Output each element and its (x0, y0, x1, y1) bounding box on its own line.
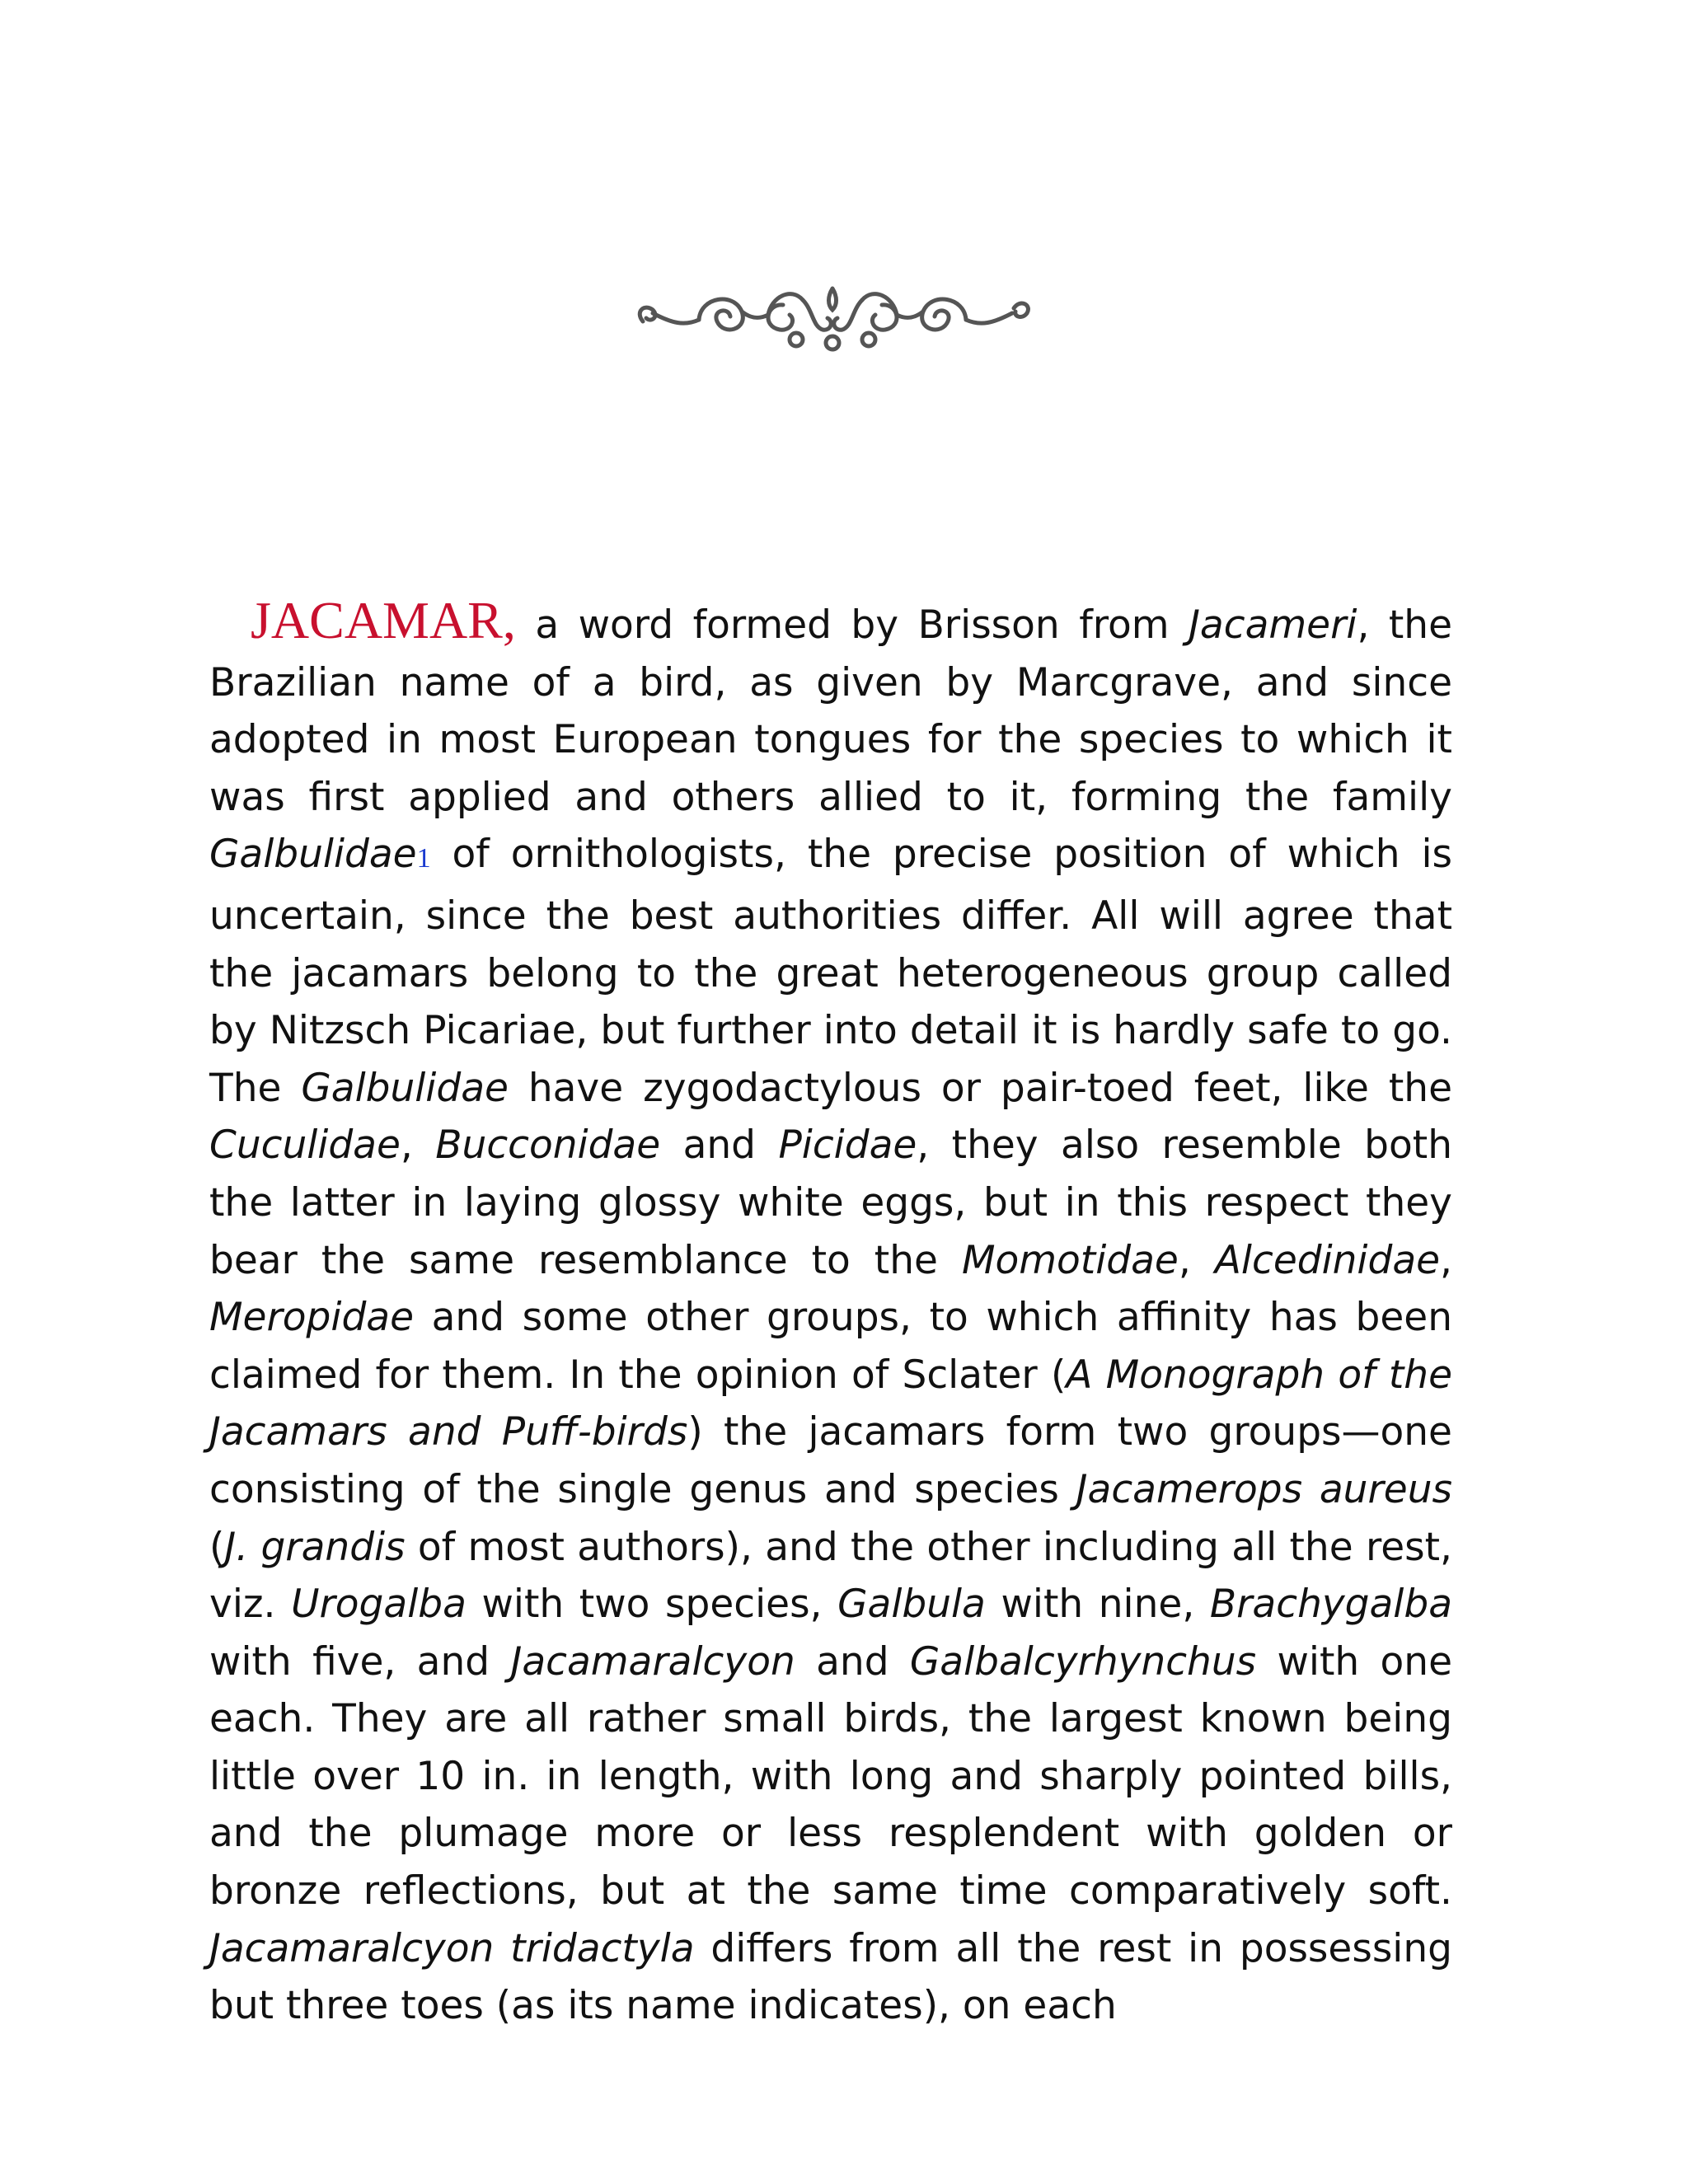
taxon-name: Galbula (837, 1582, 986, 1628)
body-text: and (795, 1638, 910, 1685)
taxon-name: Galbulidae (301, 1065, 509, 1111)
taxon-name: Jacamaralcyon (510, 1638, 795, 1685)
taxon-name: Alcedinidae (1214, 1237, 1441, 1283)
body-text: ( (209, 1524, 225, 1570)
body-text: , (400, 1122, 436, 1169)
taxon-name: Galbalcyrhynchus (909, 1638, 1257, 1685)
body-text: with five, and (209, 1638, 511, 1685)
body-text: and some other groups, to which affinity has been claimed for them. In the opinion of Sclater ( (209, 1295, 1452, 1398)
body-text: differs from all the rest in possessing but three toes (as its name indicates), on each (209, 1925, 1452, 2029)
body-text: a word formed by Brisson from (515, 602, 1189, 648)
taxon-name: Momotidae (961, 1237, 1179, 1283)
entry-headword: JACAMAR, (251, 591, 516, 649)
body-text: and (660, 1122, 779, 1169)
body-text: with two species, (466, 1582, 838, 1628)
taxon-name: Cuculidae (209, 1122, 401, 1169)
body-text: , (1178, 1237, 1215, 1283)
body-text: of most authors), and the other including all the rest, viz. (209, 1524, 1453, 1628)
body-text: of ornithologists, the precise position of which is uncertain, since the best authorities differ. All will agree that the jacamars belong to the great heterogeneous group called by Nitzsch Picariae, but further into detail it is hardly safe to go. The (209, 832, 1452, 1111)
taxon-name: Picidae (778, 1122, 917, 1169)
body-text: ) the jacamars form two groups—one consisting of the single genus and species (209, 1409, 1452, 1512)
taxon-name: Meropidae (209, 1295, 414, 1341)
taxon-name: Jacamerops aureus (1076, 1466, 1452, 1512)
taxon-name: Jacamaralcyon tridactyla (209, 1925, 695, 1971)
body-text: with nine, (985, 1582, 1210, 1628)
taxon-name: Bucconidae (435, 1122, 661, 1169)
scroll-ornament-icon (626, 272, 1039, 363)
body-text: , (1440, 1237, 1452, 1283)
taxon-name: A Monograph of the Jacamars and Puff-birds (209, 1352, 1452, 1455)
body-text: with one each. They are all rather small birds, the largest known being little over 10 in. in length, with long and sharply pointed bills, and the plumage more or less resplendent with golden or bronze reflections, but at the same time comparatively soft. (209, 1638, 1452, 1915)
taxon-name: J. grandis (224, 1524, 406, 1570)
footnote-reference-link[interactable]: 1 (416, 843, 431, 874)
taxon-name: Galbulidae (209, 832, 417, 878)
body-text: , the Brazilian name of a bird, as given by Marcgrave, and since adopted in most European tongues for the species to which it was first applied and others allied to it, forming the family (209, 602, 1453, 820)
body-text: , they also resemble both the latter in laying glossy white eggs, but in this respect they bear the same resemblance to the (209, 1122, 1452, 1283)
taxon-name: Jacameri (1189, 602, 1357, 648)
body-text: have zygodactylous or pair-toed feet, like the (508, 1065, 1453, 1111)
taxon-name: Brachygalba (1209, 1582, 1452, 1628)
entry-paragraph (209, 592, 1452, 2035)
taxon-name: Urogalba (291, 1582, 467, 1628)
